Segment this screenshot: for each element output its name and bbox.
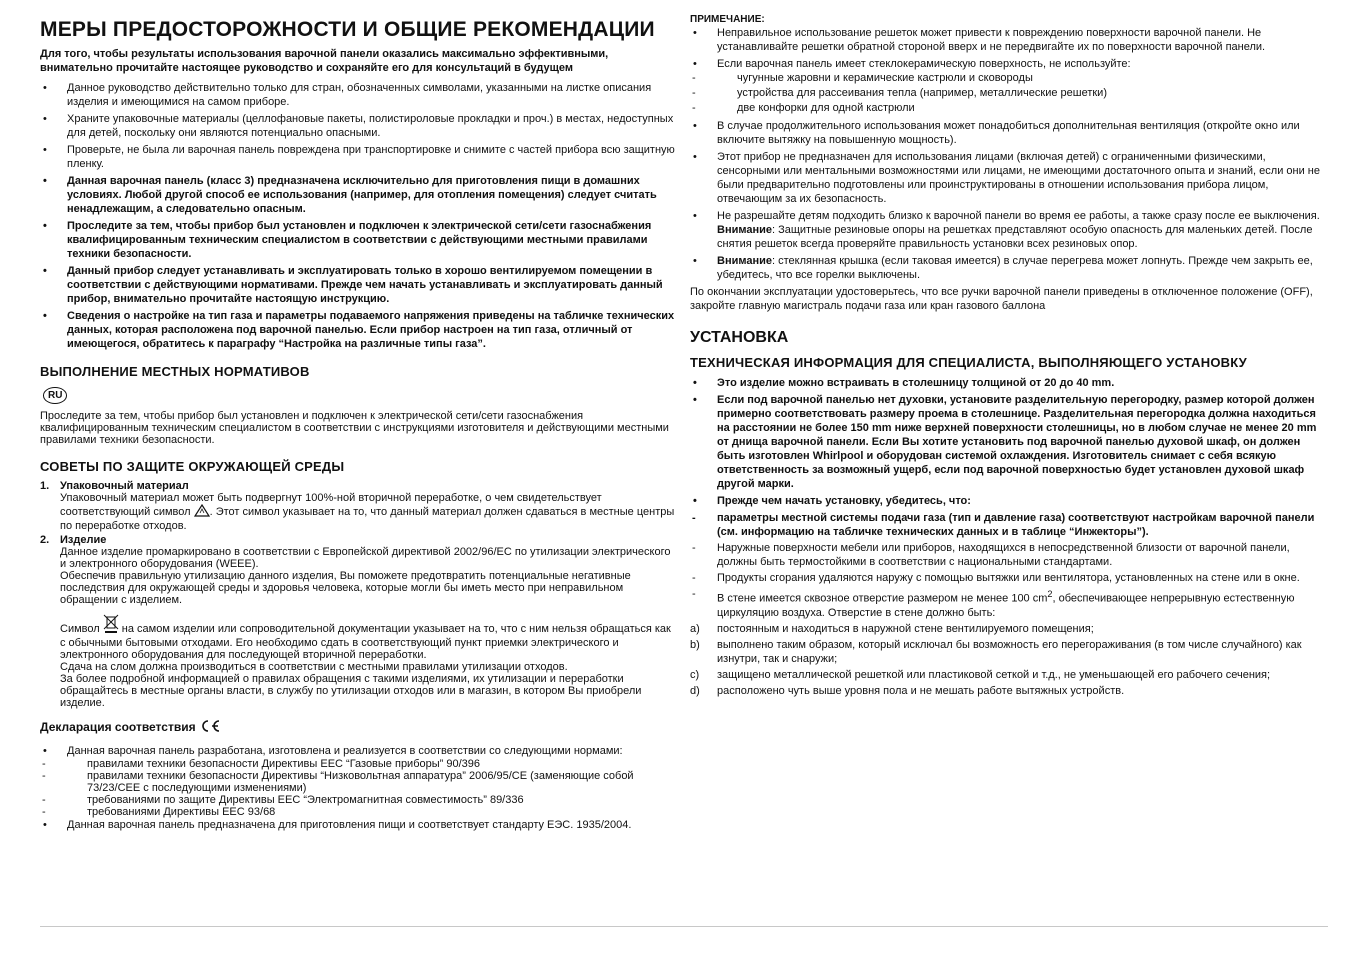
environment-list: [40, 480, 676, 709]
left-column: [40, 14, 676, 835]
list-item: • Сведения о настройке на тип газа и параметры подаваемого напряжения приведены на табличке технических данных, которая расположена под варочной панелью. Если прибор настроен на тип газа, отличный от имеющегося, обратитесь к параграфу “Настройка на различные типы газа”.: [40, 309, 676, 351]
ce-mark-icon: [199, 719, 221, 736]
list-item: c) защищено металлической решеткой или пластиковой сеткой и т.д., не уменьшающей его рабочего сечения;: [690, 668, 1271, 681]
item-text: Сдача на слом должна производиться в соответствии с местными правилами утилизации отходов.: [60, 661, 568, 673]
item-text: Упаковочный материал может быть подвергнут 100%-ной вторичной переработке, о чем свидетельствует соответствующий символ: [60, 492, 602, 518]
note-list-continued: [690, 119, 1330, 282]
precautions-list: [40, 81, 676, 351]
list-item: • Данный прибор следует устанавливать и эксплуатировать только в хорошо вентилируемом помещении в соответствии с действующими нормативами. Прежде чем начать устанавливать и эксплуатировать данный прибор, внимательно прочитайте настоящую инструкцию.: [40, 264, 676, 306]
list-item: - требованиями по защите Директивы ЕЕС “Электромагнитная совместимость” 89/336: [40, 794, 676, 806]
list-item: • Данное руководство действительно только для стран, обозначенных символами, указанными на листке описания изделия и имеющимися на самом приборе.: [40, 81, 676, 109]
local-regulations-text: Проследите за тем, чтобы прибор был установлен и подключен к электрической сети/сети газоснабжения квалифицированным техническим специалистом в соответствии с инструкциями изготовителя и действующими местными правилами техники безопасности.: [40, 410, 669, 446]
list-item: • Неправильное использование решеток может привести к повреждению поверхности варочной панели. Не устанавливайте решетки обратной стороной вверх и не передвигайте их по поверхности варочной панели.: [690, 26, 1330, 54]
list-item: - Продукты сгорания удаляются наружу с помощью вытяжки или вентилятора, установленных на стене или в окне.: [690, 571, 1330, 585]
right-column: [690, 8, 1330, 700]
local-regulations-heading: ВЫПОЛНЕНИЕ МЕСТНЫХ НОРМАТИВОВ: [40, 364, 310, 379]
list-item: [690, 587, 1330, 620]
list-item: - чугунные жаровни и керамические кастрюли и сковороды: [690, 71, 1330, 86]
list-item: b) выполнено таким образом, который исключал бы возможность его перегораживания (в том числе случайного) как изнутри, так и снаружи;: [690, 638, 1302, 665]
list-item: • Если под варочной панелью нет духовки, установите разделительную перегородку, размер которой должен примерно соответствовать размеру проема в столешнице. Разделительная перегородка должна находиться на расстоянии не более 150 mm ниже верхней поверхности столешницы, но в любом случае не менее 20 mm от днища варочной панели. Если Вы хотите установить под варочной панелью духовой шкаф, он должен быть изготовлен Whirlpool и оборудован системой охлаждения. Изготовитель снимает с себя всякую ответственность за возможный ущерб, если под варочной поверхностью будет установлен духовой шкаф другой марки.: [690, 393, 1330, 491]
warning-text: : стеклянная крышка (если таковая имеется) в случае перегрева может лопнуть. Прежде чем закрыть ее, убедитесь, что все горелки выключены.: [717, 255, 1313, 281]
installation-list: [690, 376, 1330, 508]
crossed-bin-icon: [103, 614, 119, 637]
list-item: • Проверьте, не была ли варочная панель повреждена при транспортировке и снимите с частей прибора всю защитную пленку.: [40, 143, 676, 171]
declaration-heading: [40, 719, 676, 736]
item-text: [60, 614, 676, 661]
installation-heading: УСТАНОВКА: [690, 329, 789, 346]
list-item: • Данная варочная панель (класс 3) предназначена исключительно для приготовления пищи в домашних условиях. Любой другой способ ее использования (например, для отопления помещения) следует считать ненадлежащим, а следовательно опасным.: [40, 174, 676, 216]
list-item: [690, 254, 1330, 282]
item-number: 2.: [40, 534, 50, 546]
list-item: [40, 534, 676, 709]
environment-heading: СОВЕТЫ ПО ЗАЩИТЕ ОКРУЖАЮЩЕЙ СРЕДЫ: [40, 459, 345, 474]
list-item: - параметры местной системы подачи газа (тип и давление газа) соответствуют настройкам варочной панели (см. информацию на табличке технических данных и в таблице “Инжекторы”).: [690, 511, 1330, 539]
not-to-use-list: [690, 71, 1330, 116]
list-item: - требованиями Директивы ЕЕС 93/68: [40, 806, 676, 818]
item-title: Изделие: [60, 534, 107, 546]
list-item: - правилами техники безопасности Директивы “Низковольтная аппаратура” 2006/95/CE (заменяющие собой 73/23/CEE с последующими изменениями): [40, 770, 676, 794]
item-text: За более подробной информацией о правилах обращения с такими изделиями, их утилизации и переработки обращайтесь в местные органы власти, в службу по утилизации отходов или в магазин, в котором Вы приобрели изделие.: [60, 673, 642, 709]
list-item: • В случае продолжительного использования может понадобиться дополнительная вентиляция (откройте окно или включите вытяжку на повышенную мощность).: [690, 119, 1330, 147]
note-list: [690, 26, 1330, 71]
footer-divider: [40, 926, 1328, 927]
directive-list: [40, 758, 676, 818]
list-item: - Наружные поверхности мебели или приборов, находящихся в непосредственной близости от варочной панели, должны быть термостойкими в соответствии с национальными стандартами.: [690, 541, 1330, 569]
check-list: [690, 511, 1330, 620]
note-label: ПРИМЕЧАНИЕ:: [690, 14, 765, 25]
technical-info-heading: ТЕХНИЧЕСКАЯ ИНФОРМАЦИЯ ДЛЯ СПЕЦИАЛИСТА, ВЫПОЛНЯЮЩЕГО УСТАНОВКУ: [690, 355, 1247, 370]
country-badge: RU: [43, 387, 67, 404]
list-item: • Проследите за тем, чтобы прибор был установлен и подключен к электрической сети/сети газоснабжения квалифицированным техническим специалистом в соответствии с действующими местными правилами техники безопасности.: [40, 219, 676, 261]
item-text: Не разрешайте детям подходить близко к варочной панели во время ее работы, а также сразу после ее выключения.: [717, 210, 1320, 222]
list-item: [40, 480, 676, 532]
item-text: Данное изделие промаркировано в соответствии с Европейской директивой 2002/96/EC по утилизации электрического и электронного оборудования (WEEE).: [60, 546, 671, 570]
list-item: [40, 744, 676, 818]
item-number: 1.: [40, 480, 50, 492]
intro-text: Для того, чтобы результаты использования варочной панели оказались максимально эффективными, внимательно прочитайте настоящее руководство и сохраняйте его для консультаций в будущем: [40, 48, 609, 74]
list-item: • Если варочная панель имеет стеклокерамическую поверхность, не используйте:: [690, 57, 1330, 71]
list-item: a) постоянным и находиться в наружной стене вентилируемого помещения;: [690, 622, 1094, 635]
list-item: - правилами техники безопасности Директивы ЕЕС “Газовые приборы” 90/396: [40, 758, 676, 770]
item-text: Данная варочная панель разработана, изготовлена и реализуется в соответствии со следующими нормами:: [67, 745, 623, 757]
item-text: В стене имеется сквозное отверстие размером не менее 100 cm: [717, 592, 1048, 605]
warning-text: Внимание: Защитные резиновые опоры на решетках представляют особую опасность для маленьких детей. После снятия решеток всегда проверяйте правильность установки всех резиновых опор.: [717, 224, 1313, 250]
list-item: • Прежде чем начать установку, убедитесь, что:: [690, 494, 1330, 508]
symbol-description: на самом изделии или сопроводительной документации указывает на то, что с ним нельзя обращаться как с обычными бытовыми отходами. Его необходимо сдать в соответствующий пункт приемки электрического и электронного оборудования для последующей вторичной переработки.: [60, 623, 671, 661]
list-item: • Храните упаковочные материалы (целлофановые пакеты, полистироловые прокладки и проч.) в местах, недоступных для детей, поскольку они являются потенциально опасными.: [40, 112, 676, 140]
closing-text: По окончании эксплуатации удостоверьтесь, что все ручки варочной панели приведены в отключенное положение (OFF), закройте главную магистраль подачи газа или кран газового баллона: [690, 286, 1313, 312]
list-item: • Это изделие можно встраивать в столешницу толщиной от 20 до 40 mm.: [690, 376, 1330, 390]
list-item: - две конфорки для одной кастрюли: [690, 101, 1330, 116]
recycle-triangle-icon: [194, 504, 210, 520]
declaration-heading-text: Декларация соответствия: [40, 720, 196, 734]
item-text: . Этот символ указывает на то, что данный материал должен сдаваться в местные центры по переработке отходов.: [60, 506, 675, 532]
opening-requirements-list: [690, 622, 1330, 698]
item-text: Обеспечив правильную утилизацию данного изделия, Вы поможете предотвратить потенциальные негативные последствия для окружающей среды и здоровья человека, которые могли бы иметь место при неправильном обращении с изделием.: [60, 570, 631, 606]
superscript: 2: [1047, 589, 1053, 599]
item-text: , обеспечивающее непрерывную естественную циркуляцию воздуха. Отверстие в стене должно быть:: [717, 592, 1295, 619]
list-item: - устройства для рассеивания тепла (например, металлические решетки): [690, 86, 1330, 101]
symbol-label: Символ: [60, 623, 100, 635]
list-item: d) расположено чуть выше уровня пола и не мешать работе вытяжных устройств.: [690, 684, 1125, 697]
warning-label: Внимание: [717, 255, 772, 267]
list-item: [690, 209, 1330, 251]
item-title: Упаковочный материал: [60, 480, 189, 492]
declaration-list: [40, 744, 676, 832]
list-item: • Этот прибор не предназначен для использования лицами (включая детей) с ограниченными физическими, сенсорными или ментальными возможностями или лицами, не имеющими достаточного опыта и знаний, если они не были предварительно подготовлены или проинструктированы в отношении использования прибора лицом, отвечающим за их безопасность.: [690, 150, 1330, 206]
list-item: • Данная варочная панель предназначена для приготовления пищи и соответствует стандарту ЕЭС. 1935/2004.: [40, 818, 676, 832]
page-title: МЕРЫ ПРЕДОСТОРОЖНОСТИ И ОБЩИЕ РЕКОМЕНДАЦИИ: [40, 18, 655, 41]
